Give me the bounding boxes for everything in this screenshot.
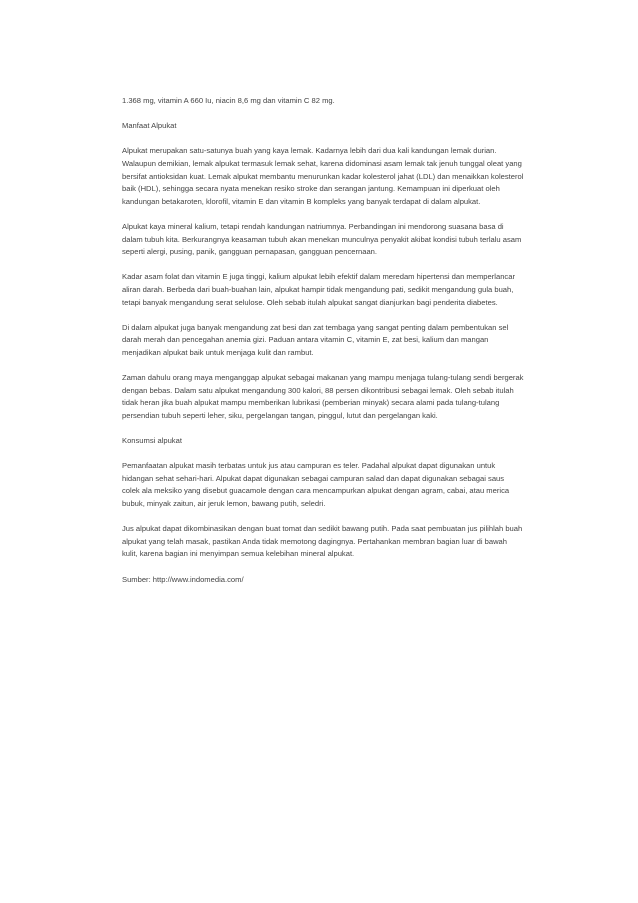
text-line: alpukat yang telah masak, pastikan Anda tidak memotong dagingnya. Pertahankan membran bagian luar di bawah bbox=[122, 536, 507, 546]
nutrient-line bbox=[122, 95, 554, 108]
text-line: kulit, karena bagian ini menyimpan semua kelebihan mineral alpukat. bbox=[122, 549, 355, 559]
paragraph bbox=[122, 221, 554, 259]
paragraph bbox=[122, 460, 554, 510]
paragraph bbox=[122, 145, 554, 208]
text-line: dalam tubuh kita. Berkurangnya keasaman tubuh akan menekan munculnya penyakit akibat kondisi tubuh terlalu asam bbox=[122, 234, 522, 244]
text-line: Konsumsi alpukat bbox=[122, 436, 182, 446]
paragraph bbox=[122, 271, 554, 309]
text-line: menjadikan alpukat baik untuk menjaga kulit dan rambut. bbox=[122, 347, 314, 357]
document-page bbox=[122, 95, 554, 599]
text-line: darah merah dan pencegahan anemia gizi. Paduan antara vitamin C, vitamin E, zat besi, kalium dan mangan bbox=[122, 335, 489, 345]
text-line: Jus alpukat dapat dikombinasikan dengan buat tomat dan sedikit bawang putih. Pada saat pembuatan jus pilihlah buah bbox=[122, 524, 523, 534]
text-line: aliran darah. Berbeda dari buah-buahan lain, alpukat hampir tidak mengandung pati, sedikit mengandung gula buah, bbox=[122, 284, 514, 294]
section-heading-manfaat bbox=[122, 120, 554, 133]
text-line: bersifat antioksidan kuat. Lemak alpukat membantu menurunkan kadar kolesterol jahat (LDL) dan menaikkan kolesterol bbox=[122, 171, 524, 181]
text-line: seperti alergi, pusing, panik, gangguan pernapasan, gangguan pencernaan. bbox=[122, 247, 378, 257]
source-line bbox=[122, 574, 554, 587]
paragraph bbox=[122, 322, 554, 360]
text-line: Di dalam alpukat juga banyak mengandung zat besi dan zat tembaga yang sangat penting dalam pembentukan sel bbox=[122, 322, 509, 332]
text-line: kandungan betakaroten, klorofil, vitamin E dan vitamin B kompleks yang banyak terdapat di dalam alpukat. bbox=[122, 196, 481, 206]
text-line: Zaman dahulu orang maya menganggap alpukat sebagai makanan yang mampu menjaga tulang-tulang sendi bergerak bbox=[122, 373, 524, 383]
text-line: baik (HDL), sehingga secara nyata menekan resiko stroke dan serangan jantung. Kemampuan ini diperkuat oleh bbox=[122, 184, 500, 194]
text-line: persendian tubuh seperti leher, siku, pergelangan tangan, pinggul, lutut dan pergelangan kaki. bbox=[122, 410, 438, 420]
paragraph bbox=[122, 372, 554, 422]
text-line: tidak heran jika buah alpukat mampu memberikan lubrikasi (pemberian minyak) secara alami pada tulang-tulang bbox=[122, 398, 500, 408]
text-line: bubuk, minyak zaitun, air jeruk lemon, bawang putih, seledri. bbox=[122, 499, 326, 508]
text-line: Sumber: http://www.indomedia.com/ bbox=[122, 574, 244, 584]
text-line: Alpukat merupakan satu-satunya buah yang kaya lemak. Kadarnya lebih dari dua kali kandungan lemak durian. bbox=[122, 146, 497, 156]
text-line: Alpukat kaya mineral kalium, tetapi rendah kandungan natriumnya. Perbandingan ini mendorong suasana basa di bbox=[122, 221, 504, 231]
text-line: colek ala meksiko yang disebut guacamole dengan cara mencampurkan alpukat dengan agram, cabai, atau merica bbox=[122, 486, 510, 496]
text-line: Kadar asam folat dan vitamin E juga tinggi, kalium alpukat lebih efektif dalam meredam hipertensi dan memperlancar bbox=[122, 272, 515, 282]
text-line: dengan bebas. Dalam satu alpukat mengandung 300 kalori, 88 persen dikontribusi sebagai lemak. Oleh sebab itulah bbox=[122, 385, 514, 395]
text-line: 1.368 mg, vitamin A 660 Iu, niacin 8,6 mg dan vitamin C 82 mg. bbox=[122, 96, 335, 105]
text-line: hidangan sehat sehari-hari. Alpukat dapat digunakan sebagai campuran salad dan dapat digunakan sebagai saus bbox=[122, 473, 505, 483]
text-line: Manfaat Alpukat bbox=[122, 121, 177, 131]
paragraph bbox=[122, 523, 554, 561]
text-line: Walaupun demikian, lemak alpukat termasuk lemak sehat, karena didominasi asam lemak tak jenuh tunggal oleat yang bbox=[122, 158, 522, 168]
section-heading-konsumsi bbox=[122, 435, 554, 448]
document-body bbox=[122, 95, 554, 586]
text-line: tetapi banyak mengandung serat selulose. Oleh sebab itulah alpukat sangat dianjurkan bagi penderita diabetes. bbox=[122, 297, 498, 307]
text-line: Pemanfaatan alpukat masih terbatas untuk jus atau campuran es teler. Padahal alpukat dapat digunakan untuk bbox=[122, 461, 496, 471]
